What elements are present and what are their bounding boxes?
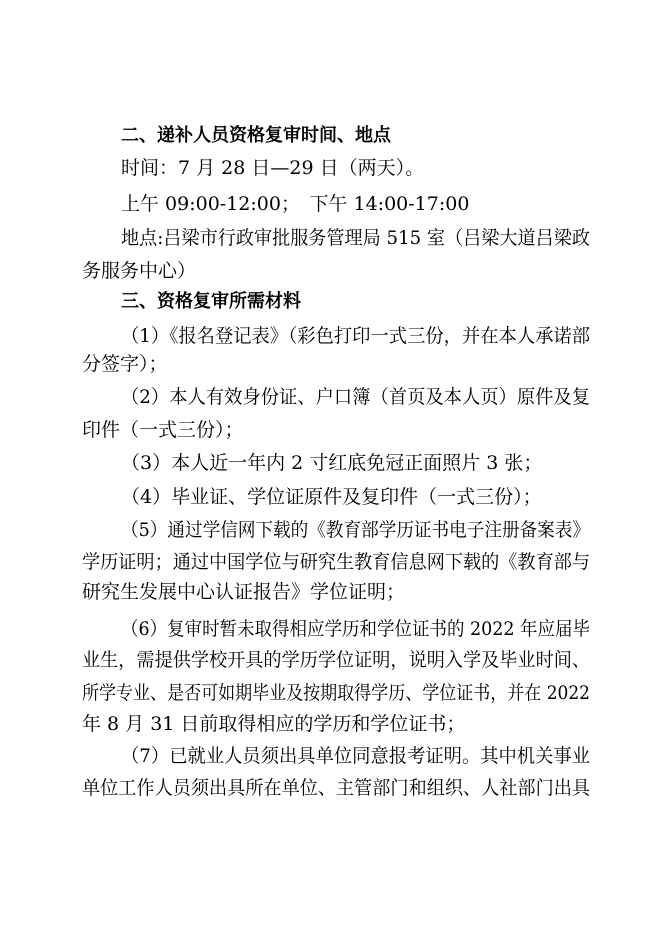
material-1: （1）《报名登记表》（彩色打印一式三份，并在本人承诺部 <box>121 325 591 347</box>
material-6-cont-2: 所学专业、是否可如期毕业及按期取得学历、学位证书，并在 2022 <box>82 682 590 704</box>
material-7: （7）已就业人员须出具单位同意报考证明。其中机关事业 <box>121 745 591 767</box>
material-2-cont: 印件（一式三份）； <box>82 419 244 441</box>
material-5: （5）通过学信网下载的《教育部学历证书电子注册备案表》 <box>121 519 590 541</box>
material-3: （3）本人近一年内 2 寸红底免冠正面照片 3 张； <box>121 452 543 474</box>
review-time: 时间：7 月 28 日—29 日（两天）。 <box>121 157 425 179</box>
material-6-cont-1: 业生，需提供学校开具的学历学位证明，说明入学及毕业时间、 <box>82 649 591 671</box>
material-4: （4）毕业证、学位证原件及复印件（一式三份）； <box>121 486 542 508</box>
material-5-cont-1: 学历证明；通过中国学位与研究生教育信息网下载的《教育部与 <box>82 551 591 573</box>
material-5-cont-2: 研究生发展中心认证报告》学位证明； <box>82 581 406 603</box>
review-location: 地点:吕梁市行政审批服务管理局 515 室（吕梁大道吕梁政 <box>121 227 590 249</box>
material-6-cont-3: 年 8 月 31 日前取得相应的学历和学位证书； <box>82 713 466 735</box>
material-6: （6）复审时暂未取得相应学历和学位证书的 2022 年应届毕 <box>121 618 591 640</box>
material-1-cont: 分签字）； <box>82 353 168 375</box>
material-7-cont: 单位工作人员须出具所在单位、主管部门和组织、人社部门出具 <box>82 777 591 799</box>
section-3-heading: 三、资格复审所需材料 <box>121 291 301 312</box>
section-2-heading: 二、递补人员资格复审时间、地点 <box>121 125 391 146</box>
material-2: （2）本人有效身份证、户口簿（首页及本人页）原件及复 <box>121 386 591 408</box>
review-location-cont: 务服务中心） <box>82 260 197 282</box>
review-hours: 上午 09:00-12:00； 下午 14:00-17:00 <box>121 193 470 215</box>
